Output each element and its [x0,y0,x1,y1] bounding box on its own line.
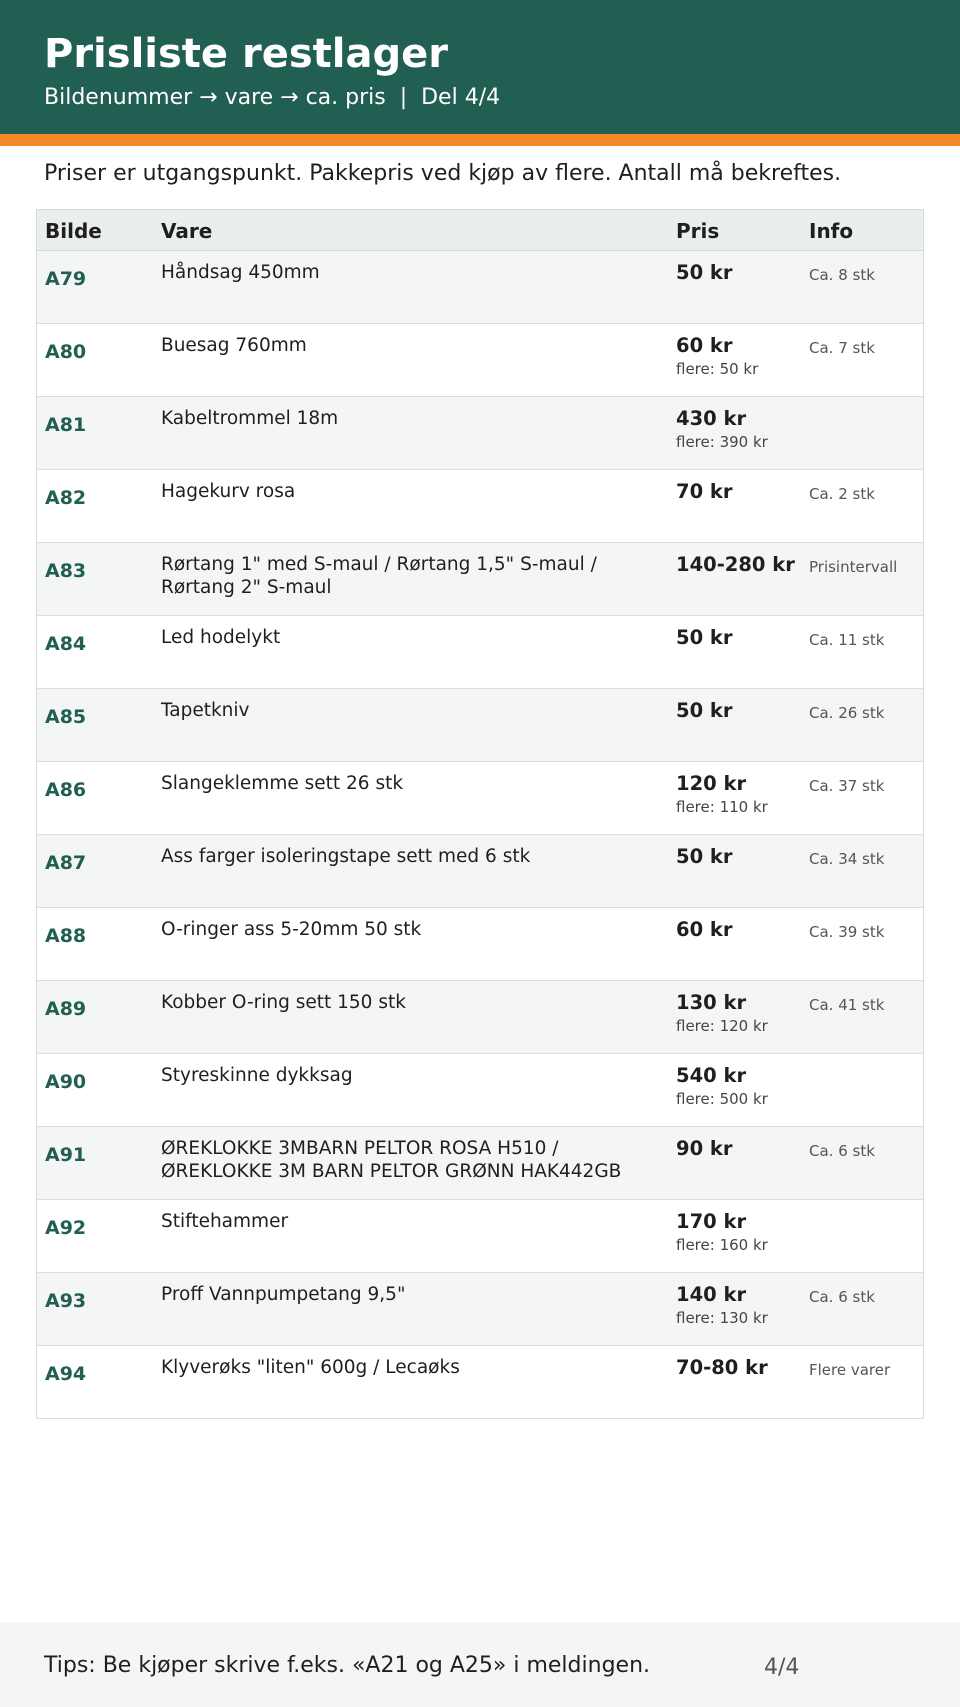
item-name: ØREKLOKKE 3MBARN PELTOR ROSA H510 / ØREKLOKKE 3M BARN PELTOR GRØNN HAK442GB [161,1138,622,1182]
image-number: A84 [45,633,87,655]
image-number: A91 [45,1144,87,1166]
page-number: 4/4 [764,1655,800,1680]
image-number: A92 [45,1217,87,1239]
image-number: A87 [45,852,87,874]
price-cell [676,1210,806,1256]
price-cell [676,1064,806,1110]
item-info: Ca. 8 stk [809,266,875,284]
multi-buy-price: flere: 390 kr [676,433,768,451]
multi-buy-price: flere: 120 kr [676,1017,768,1035]
price-note: Priser er utgangspunkt. Pakkepris ved kjøp av flere. Antall må bekreftes. [44,161,842,186]
price-cell [676,991,806,1037]
item-price: 430 kr [676,407,747,430]
multi-buy-price: flere: 500 kr [676,1090,768,1108]
price-cell [676,407,806,453]
price-cell [676,1356,806,1380]
header [0,0,960,134]
multi-buy-price: flere: 110 kr [676,798,768,816]
item-info: Ca. 37 stk [809,777,885,795]
table-row [37,324,923,397]
table-row [37,689,923,762]
page-title: Prisliste restlager [44,31,448,77]
item-price: 60 kr [676,918,733,941]
table-header [37,210,923,251]
item-info: Ca. 6 stk [809,1142,875,1160]
item-name: Hagekurv rosa [161,481,296,502]
image-number: A94 [45,1363,87,1385]
table-row [37,1273,923,1346]
item-price: 130 kr [676,991,747,1014]
table-row [37,1200,923,1273]
table-row [37,762,923,835]
price-cell [676,626,806,650]
table-row [37,1346,923,1418]
table-row [37,981,923,1054]
price-cell [676,1137,806,1161]
item-price: 70 kr [676,480,733,503]
price-cell [676,845,806,869]
image-number: A93 [45,1290,87,1312]
table-row [37,616,923,689]
image-number: A88 [45,925,87,947]
table-body [37,251,923,1418]
table-row [37,908,923,981]
item-price: 50 kr [676,626,733,649]
image-number: A80 [45,341,87,363]
multi-buy-price: flere: 130 kr [676,1309,768,1327]
item-price: 170 kr [676,1210,747,1233]
item-price: 60 kr [676,334,733,357]
item-price: 140 kr [676,1283,747,1306]
item-name: Led hodelykt [161,627,281,648]
footer-tip: Tips: Be kjøper skrive f.eks. «A21 og A25» i meldingen. [44,1653,650,1678]
table-row [37,1054,923,1127]
item-price: 140-280 kr [676,553,795,576]
column-header-image: Bilde [45,219,102,243]
item-info: Ca. 34 stk [809,850,885,868]
item-price: 50 kr [676,261,733,284]
item-info: Ca. 2 stk [809,485,875,503]
item-info: Prisintervall [809,558,898,576]
image-number: A86 [45,779,87,801]
price-table [36,209,924,1419]
price-cell [676,699,806,723]
table-row [37,1127,923,1200]
price-cell [676,261,806,285]
multi-buy-price: flere: 160 kr [676,1236,768,1254]
column-header-info: Info [809,219,854,243]
table-row [37,251,923,324]
table-row [37,835,923,908]
price-cell [676,918,806,942]
item-info: Ca. 39 stk [809,923,885,941]
table-row [37,543,923,616]
item-info: Ca. 26 stk [809,704,885,722]
item-info: Ca. 7 stk [809,339,875,357]
item-price: 540 kr [676,1064,747,1087]
item-info: Flere varer [809,1361,891,1379]
item-info: Ca. 11 stk [809,631,885,649]
price-cell [676,334,806,380]
item-name: Styreskinne dykksag [161,1065,353,1086]
item-name: Proff Vannpumpetang 9,5" [161,1284,406,1305]
image-number: A85 [45,706,87,728]
image-number: A90 [45,1071,87,1093]
image-number: A82 [45,487,87,509]
price-cell [676,1283,806,1329]
table-row [37,470,923,543]
page-subtitle: Bildenummer → vare → ca. pris | Del 4/4 [44,85,501,110]
price-cell [676,553,806,577]
image-number: A79 [45,268,87,290]
item-name: Stiftehammer [161,1211,289,1232]
column-header-price: Pris [676,219,720,243]
item-name: Klyverøks "liten" 600g / Lecaøks [161,1357,460,1378]
footer [0,1622,960,1707]
item-name: Rørtang 1" med S-maul / Rørtang 1,5" S-maul / Rørtang 2" S-maul [161,554,597,598]
item-name: Buesag 760mm [161,335,307,356]
item-name: Tapetkniv [161,700,250,721]
accent-divider [0,134,960,146]
item-price: 120 kr [676,772,747,795]
image-number: A81 [45,414,87,436]
price-cell [676,480,806,504]
item-price: 50 kr [676,699,733,722]
image-number: A83 [45,560,87,582]
image-number: A89 [45,998,87,1020]
price-cell [676,772,806,818]
multi-buy-price: flere: 50 kr [676,360,759,378]
item-price: 90 kr [676,1137,733,1160]
item-name: Kabeltrommel 18m [161,408,339,429]
item-name: Slangeklemme sett 26 stk [161,773,404,794]
item-price: 70-80 kr [676,1356,768,1379]
item-name: Ass farger isoleringstape sett med 6 stk [161,846,531,867]
item-info: Ca. 6 stk [809,1288,875,1306]
column-header-item: Vare [161,219,213,243]
item-name: O-ringer ass 5-20mm 50 stk [161,919,422,940]
item-name: Kobber O-ring sett 150 stk [161,992,406,1013]
item-name: Håndsag 450mm [161,262,320,283]
table-row [37,397,923,470]
item-price: 50 kr [676,845,733,868]
item-info: Ca. 41 stk [809,996,885,1014]
